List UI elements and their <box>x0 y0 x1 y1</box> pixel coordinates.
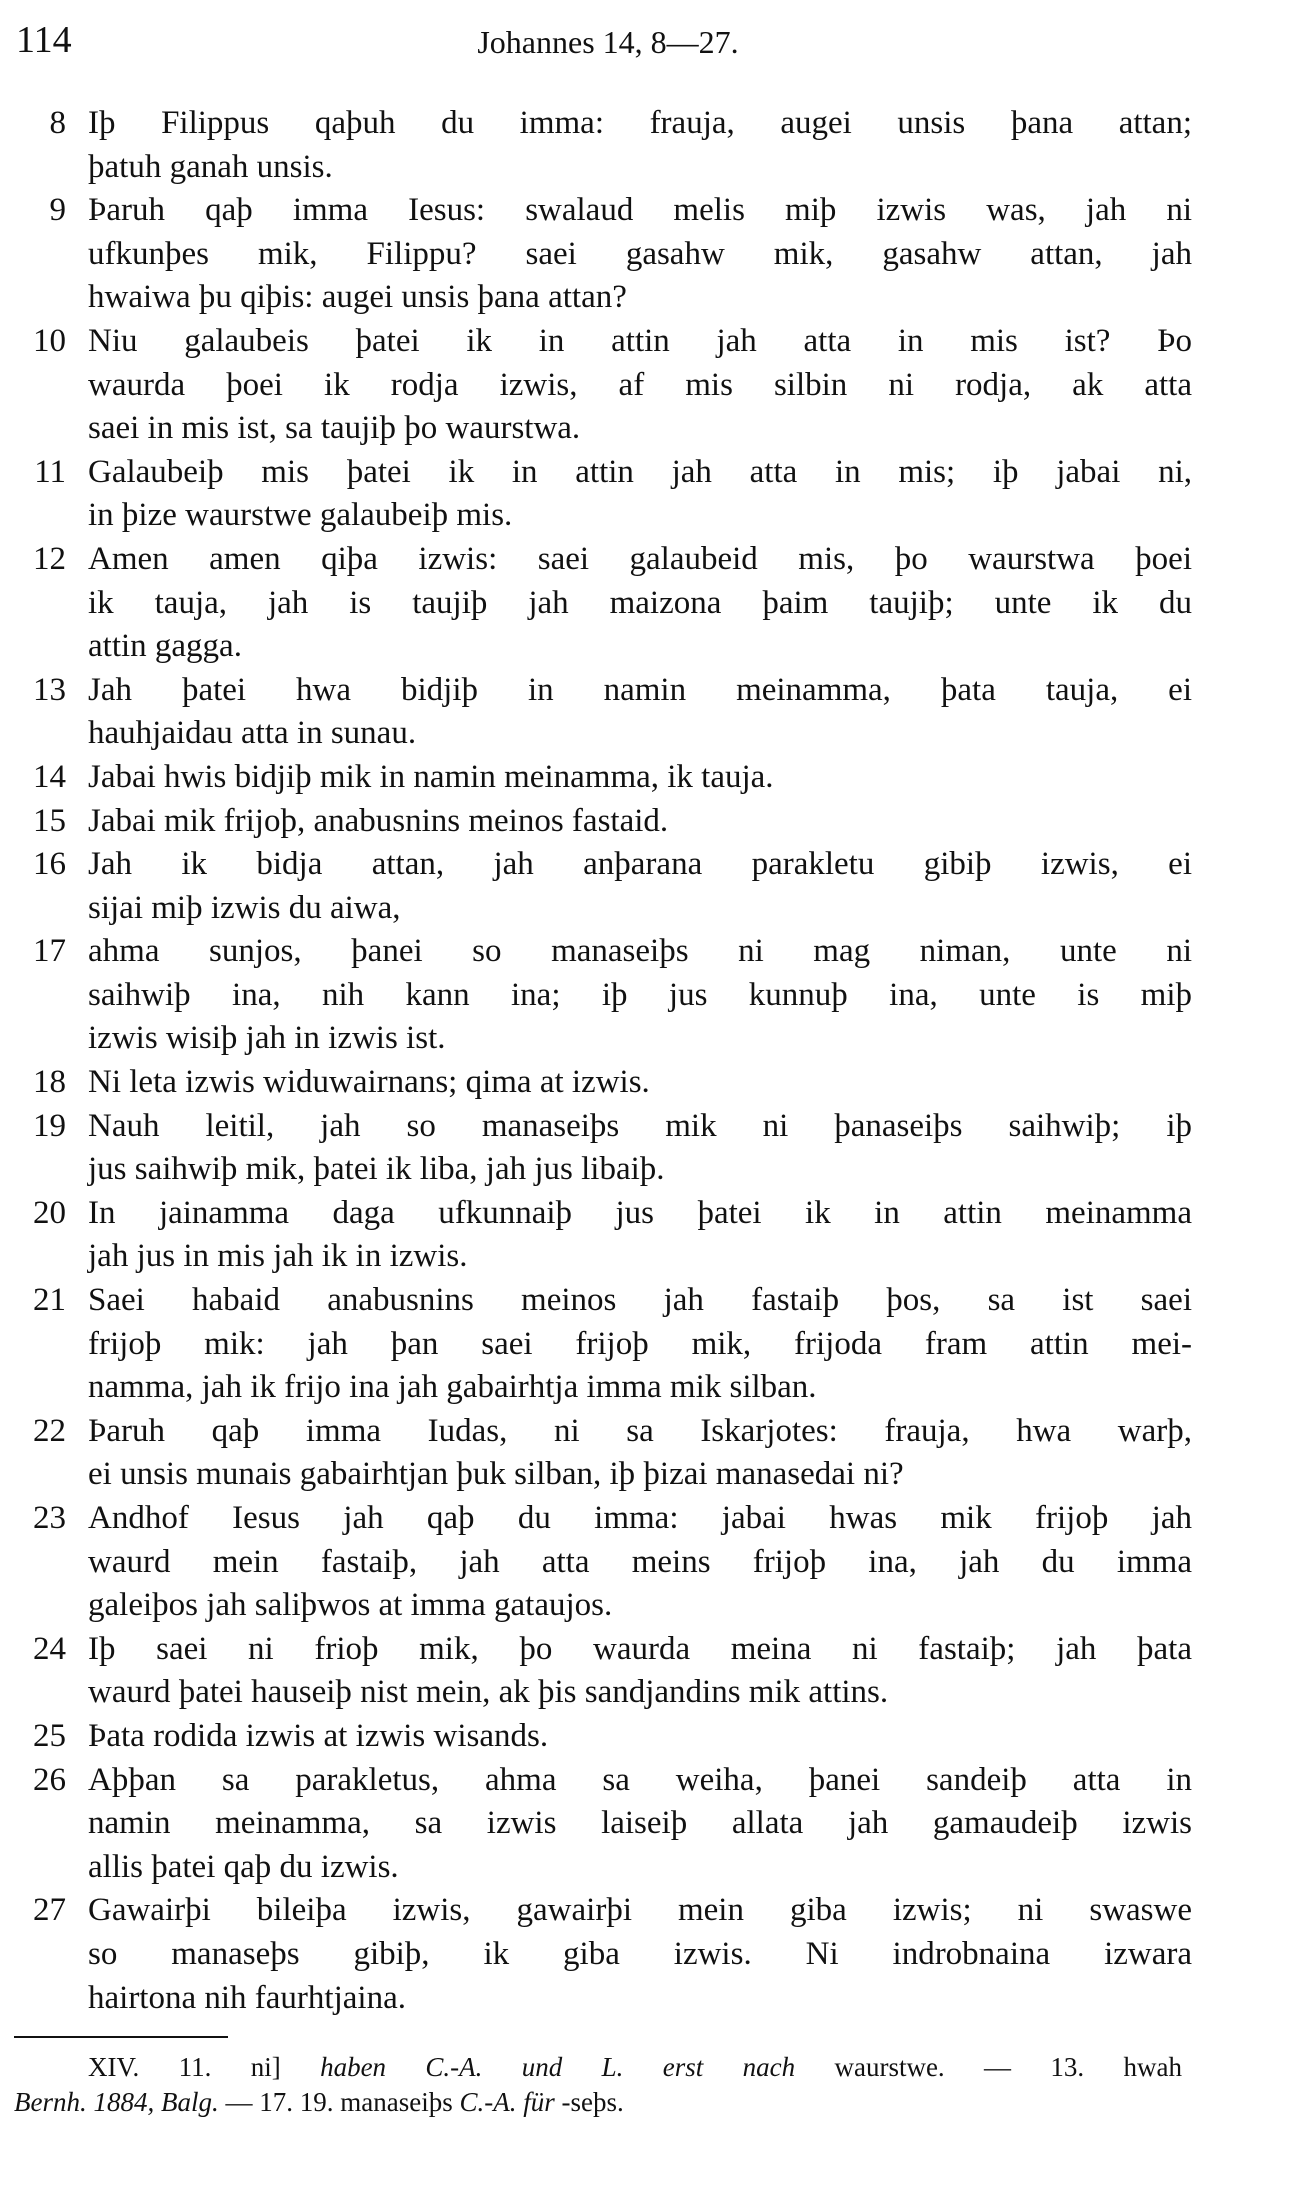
verse-line: namin meinamma, sa izwis laiseiþ allata jah gamaudeiþ izwis <box>88 1805 1192 1842</box>
verse-line: hairtona nih faurhtjaina. <box>88 1979 406 2016</box>
verse-line: saihwiþ ina, nih kann ina; iþ jus kunnuþ ina, unte is miþ <box>88 976 1192 1013</box>
verse-line: Iþ Filippus qaþuh du imma: frauja, augei unsis þana attan; <box>88 105 1192 141</box>
verse-24 <box>0 1628 1304 1715</box>
verse-line: Jah ik bidja attan, jah anþarana parakletu gibiþ izwis, ei <box>88 846 1192 883</box>
footnote-segment: -seþs. <box>554 2087 624 2117</box>
verse-23 <box>0 1497 1304 1628</box>
verse-10 <box>0 320 1304 451</box>
verse-line: in þize waurstwe galaubeiþ mis. <box>88 497 513 534</box>
page-number: 114 <box>16 19 72 61</box>
verse-line: Jabai hwis bidjiþ mik in namin meinamma, ik tauja. <box>88 758 774 795</box>
verse-number: 25 <box>33 1717 66 1754</box>
verse-line: so manaseþs gibiþ, ik giba izwis. Ni indrobnaina izwara <box>88 1935 1192 1972</box>
verse-line: Niu galaubeis þatei ik in attin jah atta in mis ist? Þo <box>88 322 1192 359</box>
verse-line: Þaruh qaþ imma Iesus: swalaud melis miþ izwis was, jah ni <box>88 192 1192 229</box>
footnote-segment: waurstwe. — 13. hwah <box>795 2052 1182 2082</box>
verse-line: ufkunþes mik, Filippu? saei gasahw mik, gasahw attan, jah <box>88 235 1192 272</box>
verse-line: allis þatei qaþ du izwis. <box>88 1848 399 1885</box>
verse-line: galeiþos jah saliþwos at imma gataujos. <box>88 1587 613 1624</box>
verse-line: hauhjaidau atta in sunau. <box>88 715 417 752</box>
verse-line: hwaiwa þu qiþis: augei unsis þana attan? <box>88 279 627 316</box>
verse-line: Gawairþi bileiþa izwis, gawairþi mein giba izwis; ni swaswe <box>88 1892 1192 1929</box>
footnote-segment: Bernh. 1884, Balg. <box>14 2087 219 2117</box>
verse-12 <box>0 538 1304 669</box>
verse-9 <box>0 189 1304 320</box>
verse-number: 9 <box>49 192 66 229</box>
footnote-segment: — 17. 19. manaseiþs <box>218 2087 460 2117</box>
verse-15 <box>0 800 1304 844</box>
footnote-line-2 <box>14 2085 1182 2120</box>
verse-number: 17 <box>33 933 66 970</box>
verse-number: 11 <box>34 453 66 490</box>
verse-27 <box>0 1889 1304 2020</box>
verse-line: Andhof Iesus jah qaþ du imma: jabai hwas mik frijoþ jah <box>88 1500 1192 1536</box>
verse-26 <box>0 1759 1304 1890</box>
verse-line: In jainamma daga ufkunnaiþ jus þatei ik in attin meinamma <box>88 1194 1192 1231</box>
verse-number: 16 <box>33 846 66 883</box>
verse-number: 26 <box>33 1761 66 1798</box>
verse-8 <box>0 102 1304 189</box>
verse-line: izwis wisiþ jah in izwis ist. <box>88 1020 446 1057</box>
verse-line: Þata rodida izwis at izwis wisands. <box>88 1717 549 1754</box>
verse-line: Iþ saei ni frioþ mik, þo waurda meina ni fastaiþ; jah þata <box>88 1630 1192 1667</box>
verse-11 <box>0 451 1304 538</box>
verse-number: 24 <box>33 1630 66 1667</box>
verse-line: þatuh ganah unsis. <box>88 148 333 185</box>
verse-number: 8 <box>49 105 66 141</box>
verse-21 <box>0 1279 1304 1410</box>
verse-20 <box>0 1192 1304 1279</box>
verse-line: Galaubeiþ mis þatei ik in attin jah atta in mis; iþ jabai ni, <box>88 453 1192 490</box>
verse-line: Aþþan sa parakletus, ahma sa weiha, þanei sandeiþ atta in <box>88 1761 1192 1798</box>
verse-line: waurda þoei ik rodja izwis, af mis silbin ni rodja, ak atta <box>88 366 1192 403</box>
verse-number: 15 <box>33 802 66 839</box>
verse-line: attin gagga. <box>88 628 242 665</box>
verse-13 <box>0 669 1304 756</box>
verse-number: 14 <box>33 758 66 795</box>
verse-19 <box>0 1105 1304 1192</box>
verse-line: Þaruh qaþ imma Iudas, ni sa Iskarjotes: frauja, hwa warþ, <box>88 1412 1192 1449</box>
verse-line: Saei habaid anabusnins meinos jah fastaiþ þos, sa ist saei <box>88 1282 1192 1319</box>
verse-line: Ni leta izwis widuwairnans; qima at izwis. <box>88 1064 650 1101</box>
verse-line: sijai miþ izwis du aiwa, <box>88 889 401 926</box>
verse-number: 23 <box>33 1500 66 1536</box>
verse-line: jus saihwiþ mik, þatei ik liba, jah jus libaiþ. <box>88 1151 665 1188</box>
footnote-segment: XIV. 11. ni] <box>88 2052 321 2082</box>
footnote-segment: C.-A. für <box>459 2087 555 2117</box>
verse-17 <box>0 930 1304 1061</box>
verse-line: namma, jah ik frijo ina jah gabairhtja imma mik silban. <box>88 1369 817 1406</box>
verse-number: 18 <box>33 1064 66 1101</box>
verse-14 <box>0 756 1304 800</box>
verse-number: 22 <box>33 1412 66 1449</box>
verse-number: 19 <box>33 1107 66 1144</box>
footnote-divider <box>14 2036 228 2038</box>
running-title: Johannes 14, 8—27. <box>477 24 739 60</box>
verse-line: ahma sunjos, þanei so manaseiþs ni mag niman, unte ni <box>88 933 1192 970</box>
verse-16 <box>0 843 1304 930</box>
verse-number: 27 <box>33 1892 66 1929</box>
verse-line: ei unsis munais gabairhtjan þuk silban, iþ þizai manasedai ni? <box>88 1456 904 1493</box>
verse-line: frijoþ mik: jah þan saei frijoþ mik, frijoda fram attin mei- <box>88 1325 1192 1362</box>
verse-line: Nauh leitil, jah so manaseiþs mik ni þanaseiþs saihwiþ; iþ <box>88 1107 1192 1144</box>
verse-line: saei in mis ist, sa taujiþ þo waurstwa. <box>88 410 581 447</box>
verse-line: Jah þatei hwa bidjiþ in namin meinamma, þata tauja, ei <box>88 671 1192 708</box>
verse-22 <box>0 1410 1304 1497</box>
verse-number: 12 <box>33 540 66 577</box>
verse-line: waurd mein fastaiþ, jah atta meins frijoþ ina, jah du imma <box>88 1543 1192 1580</box>
verse-number: 10 <box>33 322 66 359</box>
verse-number: 20 <box>33 1194 66 1231</box>
verse-18 <box>0 1061 1304 1105</box>
verse-number: 21 <box>33 1282 66 1319</box>
verse-number: 13 <box>33 671 66 708</box>
verse-25 <box>0 1715 1304 1759</box>
verse-line: ik tauja, jah is taujiþ jah maizona þaim taujiþ; unte ik du <box>88 584 1192 621</box>
verse-line: jah jus in mis jah ik in izwis. <box>88 1238 468 1275</box>
verse-text <box>0 102 1304 2020</box>
verse-line: Amen amen qiþa izwis: saei galaubeid mis, þo waurstwa þoei <box>88 540 1192 577</box>
footnote-segment: haben C.-A. und L. erst nach <box>320 2052 796 2082</box>
verse-line: waurd þatei hauseiþ nist mein, ak þis sandjandins mik attins. <box>88 1674 889 1711</box>
verse-line: Jabai mik frijoþ, anabusnins meinos fastaid. <box>88 802 669 839</box>
footnote-line-1 <box>14 2050 1182 2085</box>
